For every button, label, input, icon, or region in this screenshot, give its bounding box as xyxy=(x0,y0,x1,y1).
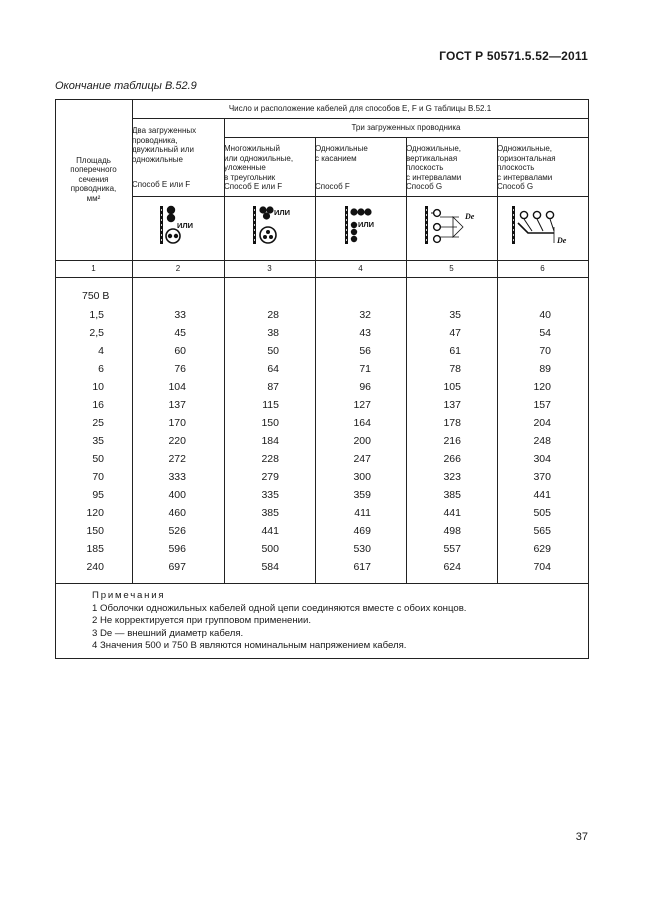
current-value-cell: 370 xyxy=(533,471,551,483)
current-value-cell: 204 xyxy=(533,417,551,429)
current-value-cell: 71 xyxy=(359,363,371,375)
rule-col4 xyxy=(406,137,407,583)
current-value-cell: 385 xyxy=(443,489,461,501)
current-value-cell: 335 xyxy=(261,489,279,501)
cross-section-cell: 50 xyxy=(92,453,104,465)
col5-header-line: Одножильные, xyxy=(406,144,461,154)
cross-section-cell: 185 xyxy=(86,543,104,555)
rule-col-numbers-bottom xyxy=(55,277,588,278)
notes xyxy=(92,590,466,653)
page-number: 37 xyxy=(575,831,588,843)
cross-section-cell: 6 xyxy=(98,363,104,375)
current-value-cell: 164 xyxy=(353,417,371,429)
col3-header-line: уложенные xyxy=(224,163,266,173)
col-number: 2 xyxy=(175,263,181,273)
current-value-cell: 617 xyxy=(353,561,371,573)
current-value-cell: 697 xyxy=(168,561,186,573)
col3-method: Способ E или F xyxy=(224,182,283,192)
col-number: 6 xyxy=(540,263,545,273)
current-value-cell: 120 xyxy=(533,381,551,393)
current-value-cell: 498 xyxy=(443,525,461,537)
current-value-cell: 43 xyxy=(359,327,371,339)
cross-section-cell: 4 xyxy=(98,345,104,357)
current-value-cell: 247 xyxy=(353,453,371,465)
current-value-cell: 47 xyxy=(449,327,461,339)
current-value-cell: 200 xyxy=(353,435,371,447)
row-header-line: проводника, xyxy=(70,184,117,194)
col3-header-line: в треугольник xyxy=(224,172,276,182)
diagram-de-label: De xyxy=(465,212,475,221)
table-border-right xyxy=(588,99,589,659)
current-value-cell: 170 xyxy=(168,417,186,429)
note-item: 4 Значения 500 и 750 В являются номинальным напряжением кабеля. xyxy=(92,640,407,652)
current-value-cell: 624 xyxy=(443,561,461,573)
current-value-cell: 505 xyxy=(533,507,551,519)
col5-header xyxy=(406,141,497,195)
cross-section-cell: 2,5 xyxy=(89,327,104,339)
col-number: 1 xyxy=(91,263,96,273)
col4-header-line: с касанием xyxy=(315,153,357,163)
col5-header-line: плоскость xyxy=(406,163,444,173)
current-value-cell: 32 xyxy=(359,309,371,321)
current-value-cell: 220 xyxy=(168,435,186,447)
current-value-cell: 596 xyxy=(168,543,186,555)
current-value-cell: 38 xyxy=(267,327,279,339)
col2-header-line: одножильные xyxy=(132,154,183,164)
current-value-cell: 359 xyxy=(353,489,371,501)
current-value-cell: 460 xyxy=(168,507,186,519)
current-value-cell: 411 xyxy=(354,507,371,519)
current-value-cell: 89 xyxy=(539,363,551,375)
col6-method: Способ G xyxy=(497,182,534,192)
current-value-cell: 300 xyxy=(353,471,371,483)
col6-header-line: Одножильные, xyxy=(497,144,552,154)
diagram-touching xyxy=(342,203,388,249)
current-value-cell: 500 xyxy=(261,543,279,555)
voltage-label: 750 В xyxy=(82,290,110,302)
note-item: 3 Dе — внешний диаметр кабеля. xyxy=(92,627,244,639)
col2-method: Способ E или F xyxy=(132,180,191,190)
current-value-cell: 441 xyxy=(533,489,551,501)
current-value-cell: 105 xyxy=(443,381,461,393)
current-value-cell: 137 xyxy=(443,399,461,411)
diagram-or-label: ИЛИ xyxy=(358,220,375,229)
table-border-bottom xyxy=(55,658,588,659)
col2-header-line: двужильный или xyxy=(132,145,194,155)
current-value-cell: 157 xyxy=(533,399,551,411)
group-header: Число и расположение кабелей для способов E, F и G таблицы В.52.1 xyxy=(228,103,492,113)
current-value-cell: 248 xyxy=(533,435,551,447)
col6-header-line: с интервалами xyxy=(497,172,553,182)
cross-section-cell: 95 xyxy=(92,489,104,501)
current-value-cell: 441 xyxy=(261,525,279,537)
current-value-cell: 228 xyxy=(261,453,279,465)
col6-header-line: плоскость xyxy=(497,163,535,173)
diagram-two-conductors xyxy=(156,203,202,249)
row-header-line: Площадь xyxy=(76,155,111,165)
current-value-cell: 565 xyxy=(533,525,551,537)
diagram-de-label: De xyxy=(557,236,567,245)
col3-header-line: Многожильный xyxy=(224,144,280,154)
current-value-cell: 64 xyxy=(267,363,279,375)
row-header-line: мм² xyxy=(86,193,101,203)
col3-header-line: или одножильные, xyxy=(224,153,294,163)
current-value-cell: 216 xyxy=(443,435,461,447)
current-value-cell: 76 xyxy=(174,363,186,375)
col2-header-line: Два загруженных xyxy=(132,126,197,136)
col4-header-line: Одножильные xyxy=(315,144,368,154)
col-number: 4 xyxy=(358,263,363,273)
row-header-line: поперечного xyxy=(70,165,117,175)
current-value-cell: 279 xyxy=(261,471,279,483)
current-value-cell: 526 xyxy=(168,525,186,537)
cross-section-cell: 240 xyxy=(86,561,104,573)
row-header-line: сечения xyxy=(78,174,109,184)
current-value-cell: 127 xyxy=(353,399,371,411)
note-item: 1 Оболочки одножильных кабелей одной цепи соединяются вместе с обоих концов. xyxy=(92,602,467,614)
cross-section-cell: 25 xyxy=(92,417,104,429)
current-value-cell: 33 xyxy=(174,309,186,321)
cross-section-cell: 70 xyxy=(92,471,104,483)
col2-header xyxy=(132,122,224,194)
current-value-cell: 35 xyxy=(449,309,461,321)
current-value-cell: 184 xyxy=(261,435,279,447)
current-value-cell: 629 xyxy=(533,543,551,555)
current-value-cell: 28 xyxy=(267,309,279,321)
current-value-cell: 400 xyxy=(168,489,186,501)
cross-section-cell: 1,5 xyxy=(89,309,104,321)
current-value-cell: 704 xyxy=(533,561,551,573)
col5-header-line: с интервалами xyxy=(406,172,462,182)
current-value-cell: 530 xyxy=(353,543,371,555)
diagram-or-label: ИЛИ xyxy=(274,208,291,217)
current-value-cell: 385 xyxy=(261,507,279,519)
note-item: 2 Не корректируется при групповом применении. xyxy=(92,615,312,627)
current-value-cell: 333 xyxy=(168,471,186,483)
current-value-cell: 87 xyxy=(267,381,279,393)
col-number: 5 xyxy=(449,263,454,273)
rule-col5 xyxy=(497,137,498,583)
current-value-cell: 104 xyxy=(168,381,186,393)
row-header-area xyxy=(55,99,132,260)
document-code: ГОСТ Р 50571.5.52—2011 xyxy=(439,49,588,63)
current-value-cell: 469 xyxy=(353,525,371,537)
current-value-cell: 78 xyxy=(449,363,461,375)
rule-diagrams-top xyxy=(132,196,588,197)
col4-method: Способ F xyxy=(315,182,350,192)
col4-header xyxy=(315,141,406,195)
diagram-or-label: ИЛИ xyxy=(177,221,194,230)
current-value-cell: 150 xyxy=(261,417,279,429)
cross-section-cell: 35 xyxy=(92,435,104,447)
current-value-cell: 56 xyxy=(359,345,371,357)
rule-col3 xyxy=(315,137,316,583)
current-value-cell: 54 xyxy=(539,327,551,339)
current-value-cell: 557 xyxy=(443,543,461,555)
col3-header xyxy=(224,141,315,195)
cross-section-cell: 120 xyxy=(86,507,104,519)
current-value-cell: 272 xyxy=(168,453,186,465)
current-value-cell: 584 xyxy=(261,561,279,573)
cable-table xyxy=(55,99,588,658)
current-value-cell: 45 xyxy=(174,327,186,339)
col6-header-line: горизонтальная xyxy=(497,153,556,163)
current-value-cell: 61 xyxy=(449,345,461,357)
table-caption: Окончание таблицы В.52.9 xyxy=(55,80,197,92)
col6-header xyxy=(497,141,588,195)
current-value-cell: 441 xyxy=(443,507,461,519)
diagram-horizontal-spaced xyxy=(510,203,576,249)
cross-section-cell: 150 xyxy=(86,525,104,537)
current-value-cell: 323 xyxy=(443,471,461,483)
current-value-cell: 304 xyxy=(533,453,551,465)
notes-heading: Примечания xyxy=(92,590,166,601)
cross-section-cell: 10 xyxy=(92,381,104,393)
current-value-cell: 40 xyxy=(539,309,551,321)
current-value-cell: 96 xyxy=(359,381,371,393)
col5-method: Способ G xyxy=(406,182,443,192)
rule-data-bottom xyxy=(55,583,588,584)
current-value-cell: 70 xyxy=(539,345,551,357)
current-value-cell: 266 xyxy=(443,453,461,465)
current-value-cell: 178 xyxy=(443,417,461,429)
current-value-cell: 115 xyxy=(262,399,279,411)
current-value-cell: 137 xyxy=(168,399,186,411)
current-value-cell: 60 xyxy=(174,345,186,357)
diagram-vertical-spaced xyxy=(423,203,483,249)
current-value-cell: 50 xyxy=(267,345,279,357)
three-loaded-header: Три загруженных проводника xyxy=(351,122,461,132)
col-number: 3 xyxy=(267,263,272,273)
cross-section-cell: 16 xyxy=(92,399,104,411)
col2-header-line: проводника, xyxy=(132,135,178,145)
diagram-trefoil xyxy=(250,203,296,249)
col5-header-line: вертикальная xyxy=(406,153,458,163)
